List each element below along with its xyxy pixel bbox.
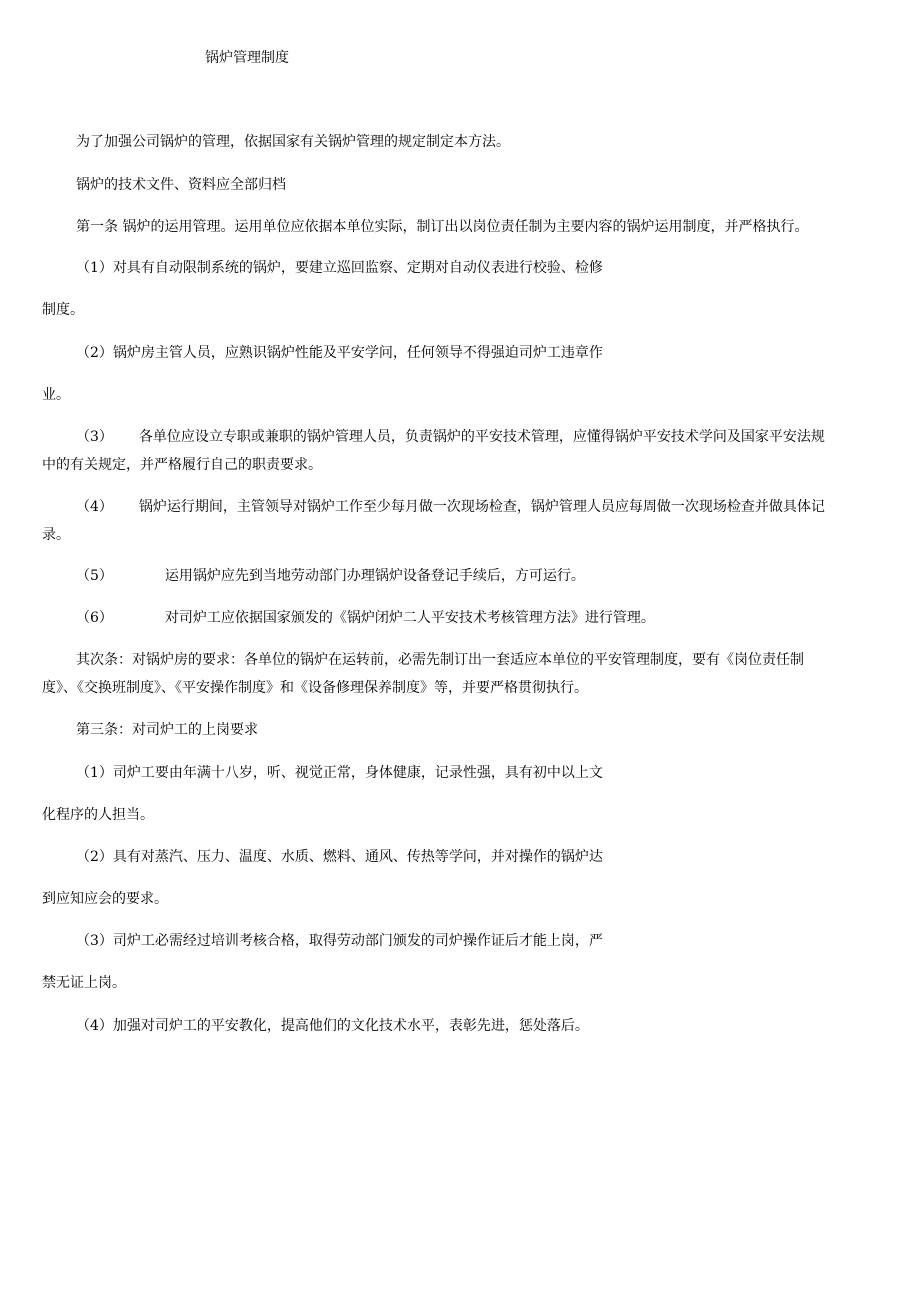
article-1-item-4-line-2: 录。 — [42, 527, 70, 543]
article-1-item-1-line-1: （1）对具有自动限制系统的锅炉，要建立巡回监察、定期对自动仪表进行校验、检修 — [76, 260, 603, 276]
item-number: （3） — [76, 429, 113, 445]
item-text: 各单位应设立专职或兼职的锅炉管理人员，负责锅炉的平安技术管理，应懂得锅炉平安技术学问及国家平安法规 — [138, 429, 825, 445]
article-1: 第一条 锅炉的运用管理。运用单位应依据本单位实际，制订出以岗位责任制为主要内容的锅炉运用制度，并严格执行。 — [76, 219, 809, 235]
article-1-item-3-line-2: 中的有关规定，并严格履行自己的职责要求。 — [42, 457, 322, 473]
intro-paragraph: 为了加强公司锅炉的管理，依据国家有关锅炉管理的规定制定本方法。 — [76, 134, 510, 150]
article-1-item-3-line-1 — [76, 427, 825, 447]
item-text: 运用锅炉应先到当地劳动部门办理锅炉设备登记手续后，方可运行。 — [164, 568, 585, 584]
item-number: （4） — [76, 499, 113, 515]
article-1-item-5 — [76, 566, 585, 586]
article-3-item-2-line-1: （2）具有对蒸汽、压力、温度、水质、燃料、通风、传热等学问，并对操作的锅炉达 — [76, 849, 603, 865]
article-2-line-1: 其次条：对锅炉房的要求：各单位的锅炉在运转前，必需先制订出一套适应本单位的平安管理制度，要有《岗位责任制 — [76, 652, 804, 668]
article-3-item-1-line-1: （1）司炉工要由年满十八岁，听、视觉正常，身体健康，记录性强，具有初中以上文 — [76, 765, 603, 781]
item-number: （5） — [76, 568, 113, 584]
article-3-item-1-line-2: 化程序的人担当。 — [42, 807, 154, 823]
article-1-item-2-line-2: 业。 — [42, 387, 70, 403]
article-3: 第三条：对司炉工的上岗要求 — [76, 722, 258, 738]
article-1-item-6 — [76, 608, 655, 628]
article-2-line-2: 度》、《交换班制度》、《平安操作制度》和《设备修理保养制度》等，并要严格贯彻执行。 — [42, 680, 588, 696]
article-3-item-2-line-2: 到应知应会的要求。 — [42, 891, 168, 907]
article-1-item-1-line-2: 制度。 — [42, 302, 84, 318]
item-text: 锅炉运行期间，主管领导对锅炉工作至少每月做一次现场检查，锅炉管理人员应每周做一次现场检查并做具体记 — [138, 499, 825, 515]
article-1-item-2-line-1: （2）锅炉房主管人员，应熟识锅炉性能及平安学问，任何领导不得强迫司炉工违章作 — [76, 345, 603, 361]
article-1-item-4-line-1 — [76, 497, 825, 517]
item-text: 对司炉工应依据国家颁发的《锅炉闭炉二人平安技术考核管理方法》进行管理。 — [164, 610, 655, 626]
article-3-item-4: （4）加强对司炉工的平安教化，提高他们的文化技术水平，表彰先进，惩处落后。 — [76, 1018, 589, 1034]
article-3-item-3-line-2: 禁无证上岗。 — [42, 975, 126, 991]
archive-paragraph: 锅炉的技术文件、资料应全部归档 — [76, 177, 286, 193]
item-number: （6） — [76, 610, 113, 626]
article-3-item-3-line-1: （3）司炉工必需经过培训考核合格，取得劳动部门颁发的司炉操作证后才能上岗，严 — [76, 933, 603, 949]
page-title: 锅炉管理制度 — [205, 50, 289, 66]
